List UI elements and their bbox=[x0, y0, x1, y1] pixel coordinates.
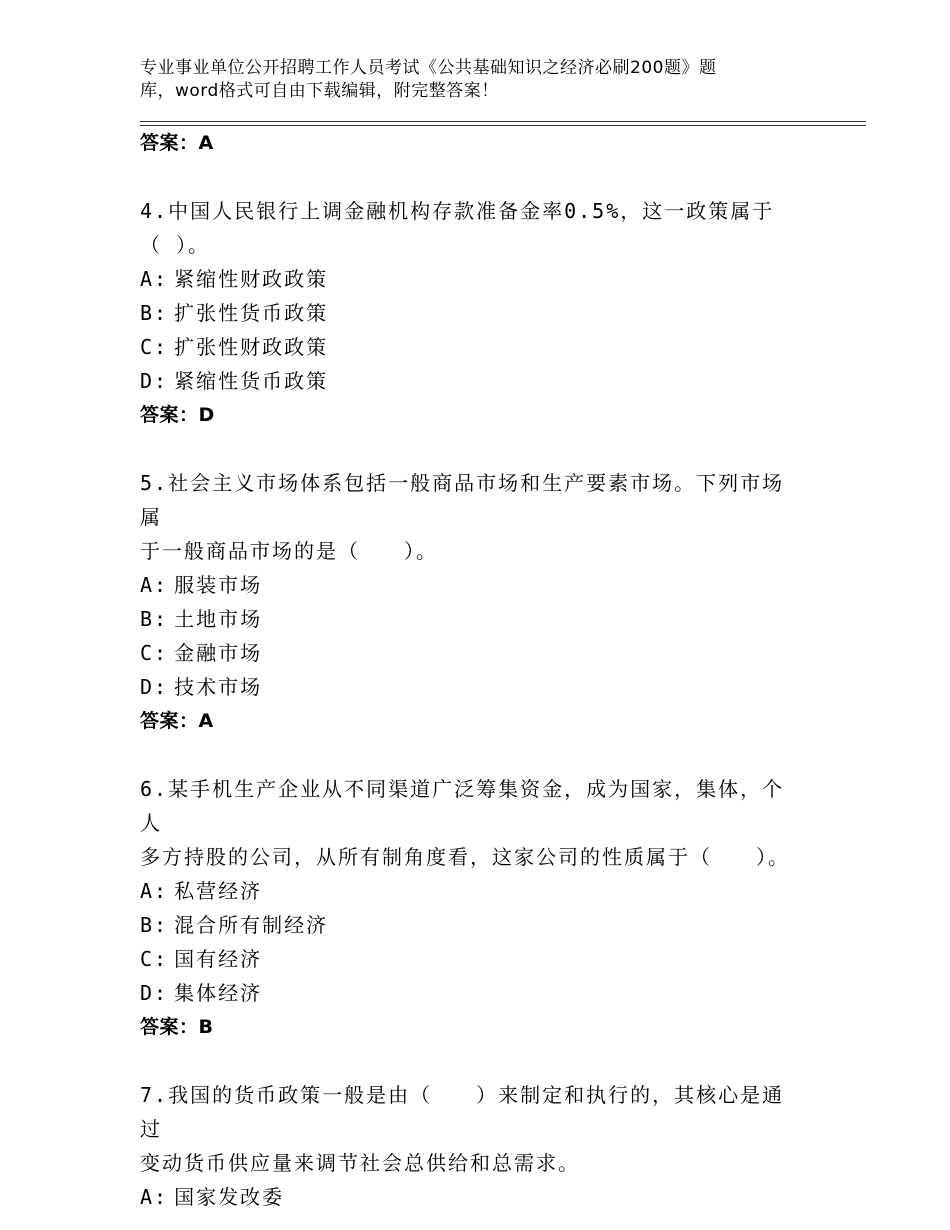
option-c bbox=[140, 330, 800, 364]
answer-line: 答案：D bbox=[140, 404, 215, 426]
question-text-line: 4.中国人民银行上调金融机构存款准备金率0.5%，这一政策属于 bbox=[140, 199, 775, 223]
header-line-1: 专业事业单位公开招聘工作人员考试《公共基础知识之经济必刷200题》题 bbox=[140, 58, 717, 78]
answer-line: 答案：A bbox=[140, 710, 214, 732]
option-a bbox=[140, 874, 800, 908]
option-text: 国有经济 bbox=[174, 947, 263, 971]
question-text bbox=[140, 466, 800, 568]
option-c bbox=[140, 942, 800, 976]
question-text bbox=[140, 194, 800, 262]
option-key: C: bbox=[140, 335, 169, 359]
option-a bbox=[140, 262, 800, 296]
header-line-2: 库，word格式可自由下载编辑，附完整答案！ bbox=[140, 81, 499, 101]
option-text: 紧缩性财政政策 bbox=[174, 267, 329, 291]
question-6 bbox=[140, 772, 800, 1044]
option-text: 服装市场 bbox=[174, 573, 263, 597]
option-key: B: bbox=[140, 301, 169, 325]
question-7 bbox=[140, 1078, 800, 1214]
option-text: 混合所有制经济 bbox=[174, 913, 329, 937]
question-text-line: 6.某手机生产企业从不同渠道广泛筹集资金，成为国家，集体，个人 bbox=[140, 777, 785, 835]
option-text: 金融市场 bbox=[174, 641, 263, 665]
option-b bbox=[140, 296, 800, 330]
option-d bbox=[140, 670, 800, 704]
option-c bbox=[140, 636, 800, 670]
option-key: A: bbox=[140, 573, 169, 597]
option-b bbox=[140, 908, 800, 942]
option-text: 技术市场 bbox=[174, 675, 263, 699]
question-text-line: 于一般商品市场的是（ ）。 bbox=[140, 539, 438, 563]
option-text: 私营经济 bbox=[174, 879, 263, 903]
option-text: 国家发改委 bbox=[174, 1185, 285, 1209]
question-text-line: （ ）。 bbox=[140, 233, 211, 257]
question-text bbox=[140, 772, 800, 874]
document-body bbox=[140, 126, 800, 1214]
option-a bbox=[140, 1180, 800, 1214]
document-header bbox=[140, 57, 780, 103]
question-text-line: 变动货币供应量来调节社会总供给和总需求。 bbox=[140, 1151, 580, 1175]
option-key: A: bbox=[140, 1185, 169, 1209]
option-d bbox=[140, 976, 800, 1010]
question-text-line: 多方持股的公司，从所有制角度看，这家公司的性质属于（ ）。 bbox=[140, 845, 790, 869]
option-text: 土地市场 bbox=[174, 607, 263, 631]
answer-line: 答案：A bbox=[140, 132, 214, 154]
option-key: D: bbox=[140, 675, 169, 699]
option-a bbox=[140, 568, 800, 602]
option-key: A: bbox=[140, 879, 169, 903]
question-5 bbox=[140, 466, 800, 738]
option-d bbox=[140, 364, 800, 398]
question-text-line: 5.社会主义市场体系包括一般商品市场和生产要素市场。下列市场属 bbox=[140, 471, 785, 529]
option-text: 集体经济 bbox=[174, 981, 263, 1005]
question-4 bbox=[140, 194, 800, 432]
question-text-line: 7.我国的货币政策一般是由（ ）来制定和执行的，其核心是通过 bbox=[140, 1083, 785, 1141]
option-key: B: bbox=[140, 913, 169, 937]
option-text: 扩张性货币政策 bbox=[174, 301, 329, 325]
header-divider-top bbox=[140, 121, 866, 122]
option-key: B: bbox=[140, 607, 169, 631]
question-text bbox=[140, 1078, 800, 1180]
option-text: 紧缩性货币政策 bbox=[174, 369, 329, 393]
option-key: D: bbox=[140, 981, 169, 1005]
answer-line: 答案：B bbox=[140, 1016, 214, 1038]
option-text: 扩张性财政政策 bbox=[174, 335, 329, 359]
option-key: A: bbox=[140, 267, 169, 291]
option-key: D: bbox=[140, 369, 169, 393]
option-b bbox=[140, 602, 800, 636]
option-key: C: bbox=[140, 641, 169, 665]
option-key: C: bbox=[140, 947, 169, 971]
